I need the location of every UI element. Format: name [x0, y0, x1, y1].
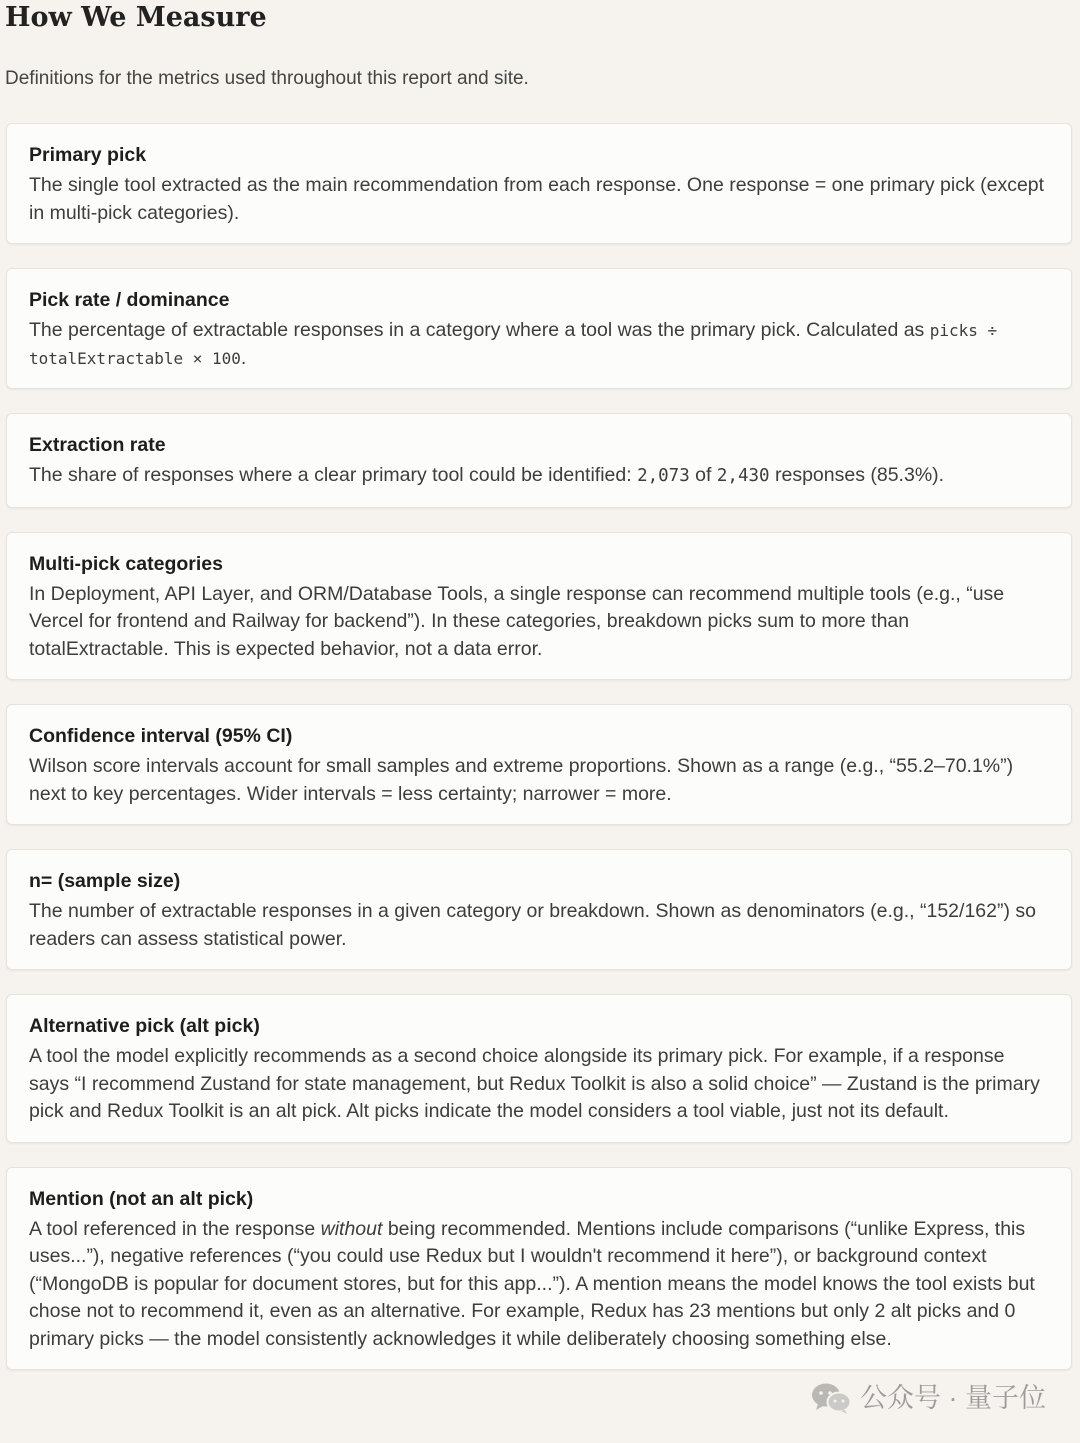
wechat-icon — [810, 1381, 852, 1415]
definition-card-multi-pick — [6, 532, 1072, 681]
definition-title: Pick rate / dominance — [29, 289, 230, 311]
definition-text: The percentage of extractable responses in a category where a tool was the primary pick. Calculated as — [29, 319, 930, 341]
definition-text: The share of responses where a clear primary tool could be identified: — [29, 464, 638, 486]
page-title: How We Measure — [5, 2, 267, 33]
definition-body — [29, 1216, 1049, 1354]
definition-body: The single tool extracted as the main recommendation from each response. One response = one primary pick (except in multi-pick categories). — [29, 174, 1045, 224]
definition-body — [29, 317, 1049, 372]
definition-text-end: responses (85.3%). — [769, 464, 945, 486]
definition-text-end: being recommended. Mentions include comparisons (“unlike Express, this uses...”), negative references (“you could use Redux but I wouldn't recommend it here”), or background context (“MongoDB is popular for document stores, but for this app...”). A mention means the model knows the tool exists but chose not to recommend it, even as an alternative. For example, Redux has 23 mentions but only 2 alt picks and 0 primary picks — the model consistently acknowledges it while deliberately choosing something else. — [29, 1217, 1035, 1350]
definition-text-mid: of — [689, 464, 717, 486]
definition-body: A tool the model explicitly recommends as a second choice alongside its primary pick. For example, if a response says “I recommend Zustand for state management, but Redux Toolkit is also a solid choice” — Zustand is the primary pick and Redux Toolkit is an alt pick. Alt picks indicate the model considers a tool viable, just not its default. — [29, 1045, 1040, 1122]
emphasis-text: without — [320, 1217, 383, 1240]
definition-title: Primary pick — [29, 144, 147, 166]
definition-text-end: . — [240, 346, 247, 369]
definition-title: Extraction rate — [29, 434, 166, 456]
definition-card-extraction-rate — [6, 413, 1072, 508]
definition-title: Alternative pick (alt pick) — [29, 1015, 260, 1037]
total-count: 2,430 — [716, 466, 770, 486]
definition-card-pick-rate — [6, 268, 1072, 389]
definition-text: A tool referenced in the response — [29, 1217, 321, 1240]
definition-card-primary-pick — [6, 123, 1072, 244]
definition-card-alt-pick — [6, 994, 1072, 1143]
watermark-text: 公众号 · 量子位 — [860, 1383, 1046, 1413]
definition-title: n= (sample size) — [29, 870, 181, 892]
definition-title: Multi-pick categories — [29, 552, 223, 575]
definition-card-sample-size — [6, 849, 1072, 970]
watermark — [810, 1378, 1046, 1418]
definition-title: Confidence interval (95% CI) — [29, 725, 293, 747]
definition-title: Mention (not an alt pick) — [29, 1187, 254, 1210]
definition-card-mention — [6, 1167, 1072, 1371]
definition-body — [29, 462, 1049, 491]
extracted-count: 2,073 — [637, 466, 690, 486]
page-intro: Definitions for the metrics used throughout this report and site. — [5, 68, 529, 89]
definition-body: In Deployment, API Layer, and ORM/Database Tools, a single response can recommend multiple tools (e.g., “use Vercel for frontend and Railway for backend”). In these categories, breakdown picks sum to more than totalExtractable. This is expected behavior, not a data error. — [29, 582, 1005, 660]
definition-card-confidence-interval — [6, 704, 1072, 825]
formula-code: picks ÷ totalExtractable × 100 — [29, 321, 998, 368]
definitions-list — [6, 123, 1072, 1394]
definition-body: The number of extractable responses in a given category or breakdown. Shown as denominators (e.g., “152/162”) so readers can assess statistical power. — [29, 900, 1036, 950]
definition-body: Wilson score intervals account for small samples and extreme proportions. Shown as a range (e.g., “55.2–70.1%”) next to key percentages. Wider intervals = less certainty; narrower = more. — [29, 755, 1014, 805]
